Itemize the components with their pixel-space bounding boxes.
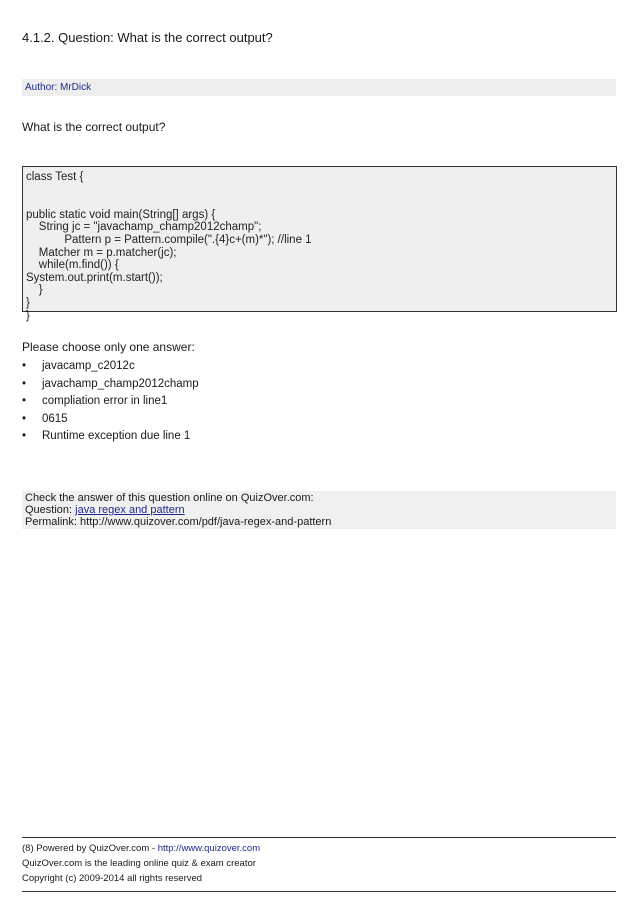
- code-line: class Test {: [26, 171, 84, 183]
- author-bar: Author: MrDick: [22, 79, 616, 96]
- bullet-icon: •: [22, 395, 27, 408]
- check-answer-box: [22, 491, 616, 529]
- code-block: [22, 166, 617, 322]
- footer-link[interactable]: http://www.quizover.com: [157, 843, 261, 854]
- code-line: public static void main(String[] args) {: [26, 208, 216, 221]
- code-line: }: [26, 284, 43, 297]
- answer-option[interactable]: [22, 358, 199, 376]
- code-line: System.out.print(m.start());: [26, 271, 163, 284]
- question-link-row: [25, 504, 613, 516]
- bullet-icon: •: [22, 377, 27, 390]
- footer-powered: [22, 841, 260, 856]
- footer-divider-bottom: [22, 891, 616, 892]
- permalink-prefix: Permalink:: [25, 516, 81, 528]
- question-link[interactable]: java regex and pattern: [75, 504, 185, 516]
- bullet-icon: •: [22, 360, 27, 372]
- footer-divider-top: [22, 837, 616, 838]
- answer-option[interactable]: [22, 411, 199, 429]
- answer-option-label: javachamp_champ2012champ: [42, 377, 199, 390]
- footer-tagline: QuizOver.com is the leading online quiz & exam creator: [22, 858, 256, 869]
- page-title: 4.1.2. Question: What is the correct output?: [22, 30, 273, 45]
- choose-label: Please choose only one answer:: [22, 340, 195, 354]
- code-line: Pattern p = Pattern.compile(".{4}c+(m)*"); //line 1: [26, 233, 312, 246]
- code-line: Matcher m = p.matcher(jc);: [26, 246, 177, 259]
- code-line: String jc = "javachamp_champ2012champ";: [26, 221, 262, 234]
- permalink-row: [25, 516, 613, 528]
- answer-option-label: 0615: [42, 412, 68, 425]
- answer-options: [22, 358, 199, 446]
- footer-powered-text: (8) Powered by QuizOver.com -: [22, 843, 158, 854]
- answer-option[interactable]: [22, 393, 199, 411]
- permalink-url: http://www.quizover.com/pdf/java-regex-and-pattern: [80, 516, 332, 528]
- footer-copyright: Copyright (c) 2009-2014 all rights reserved: [22, 873, 203, 884]
- bullet-icon: •: [22, 412, 27, 425]
- answer-option-label: compliation error in line1: [42, 395, 168, 408]
- question-text: What is the correct output?: [22, 120, 166, 134]
- check-answer-text: Check the answer of this question online on QuizOver.com:: [25, 492, 314, 504]
- code-line: }: [26, 296, 30, 309]
- answer-option[interactable]: [22, 376, 199, 394]
- code-line: while(m.find()) {: [26, 259, 119, 272]
- answer-option-label: Runtime exception due line 1: [42, 430, 191, 443]
- answer-option-label: javacamp_c2012c: [42, 360, 135, 372]
- code-line: }: [26, 309, 30, 322]
- question-link-prefix: Question:: [25, 504, 76, 516]
- answer-option[interactable]: [22, 428, 199, 446]
- bullet-icon: •: [22, 430, 27, 443]
- footer: [22, 841, 260, 886]
